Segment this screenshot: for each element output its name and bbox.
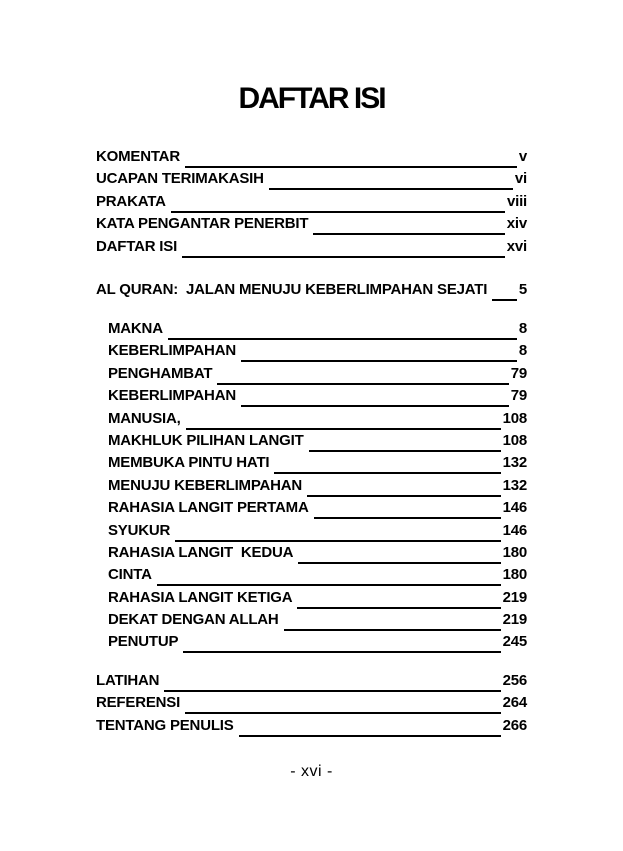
toc-chapter-heading [96, 279, 527, 301]
entry-page-number: 264 [502, 694, 527, 712]
toc-entry [96, 236, 527, 258]
entry-label: PENGHAMBAT [108, 364, 213, 382]
leader-line [185, 146, 517, 168]
entry-page-number: 219 [502, 611, 527, 629]
toc-entry [96, 692, 527, 714]
entry-label: AL QURAN: JALAN MENUJU KEBERLIMPAHAN SEJATI [96, 281, 488, 298]
entry-page-number: 79 [510, 387, 527, 405]
toc-entry [96, 715, 527, 737]
toc-entry [96, 279, 527, 301]
entry-page-number: 219 [502, 588, 527, 606]
entry-page-number: 79 [510, 364, 527, 382]
toc-front-matter [96, 146, 527, 258]
toc-entry [108, 318, 527, 340]
entry-label: MEMBUKA PINTU HATI [108, 454, 270, 472]
toc-entry [96, 146, 527, 168]
toc-back-matter [96, 670, 527, 737]
leader-line [217, 363, 508, 385]
entry-page-number: 146 [502, 521, 527, 539]
entry-page-number: 256 [502, 672, 527, 689]
toc-entry [108, 497, 527, 519]
entry-label: REFERENSI [96, 694, 181, 712]
entry-label: MAKNA [108, 320, 163, 337]
entry-page-number: vi [514, 170, 527, 188]
leader-line [157, 564, 501, 586]
leader-line [298, 542, 500, 564]
toc-entry [108, 564, 527, 586]
entry-label: DAFTAR ISI [96, 237, 178, 255]
toc-entry [96, 191, 527, 213]
entry-page-number: 5 [518, 281, 527, 298]
toc-entry [108, 542, 527, 564]
toc-entry [108, 631, 527, 653]
entry-page-number: xvi [506, 237, 527, 255]
leader-line [186, 408, 501, 430]
toc-entry [108, 587, 527, 609]
entry-page-number: viii [506, 192, 527, 210]
entry-page-number: 108 [502, 409, 527, 427]
entry-label: RAHASIA LANGIT KEDUA [108, 543, 294, 561]
toc-entry [108, 475, 527, 497]
toc-entry [108, 430, 527, 452]
leader-line [183, 631, 500, 653]
entry-label: SYUKUR [108, 521, 171, 539]
entry-label: TENTANG PENULIS [96, 716, 234, 734]
toc-entry [108, 452, 527, 474]
entry-label: KATA PENGANTAR PENERBIT [96, 215, 309, 233]
entry-label: KEBERLIMPAHAN [108, 387, 236, 405]
toc-entry [108, 385, 527, 407]
leader-line [171, 191, 505, 213]
entry-label: MANUSIA, [108, 409, 181, 427]
entry-label: UCAPAN TERIMAKASIH [96, 170, 264, 188]
leader-line [185, 692, 501, 714]
entry-page-number: 132 [502, 476, 527, 494]
entry-label: DEKAT DENGAN ALLAH [108, 611, 279, 629]
entry-page-number: xiv [506, 215, 527, 233]
entry-page-number: 132 [502, 454, 527, 472]
leader-line [274, 452, 500, 474]
entry-page-number: 266 [502, 716, 527, 734]
leader-line [309, 430, 501, 452]
toc-entry [108, 363, 527, 385]
leader-line [313, 213, 504, 235]
leader-line [284, 609, 501, 631]
leader-line [241, 385, 509, 407]
toc-sub-entries [108, 318, 527, 654]
entry-page-number: 8 [518, 320, 527, 337]
page-footer-folio: - xvi - [290, 763, 333, 780]
entry-label: PRAKATA [96, 192, 166, 210]
entry-page-number: 245 [502, 633, 527, 651]
entry-page-number: 108 [502, 431, 527, 449]
toc-entry [108, 520, 527, 542]
entry-label: RAHASIA LANGIT KETIGA [108, 588, 293, 606]
leader-line [492, 279, 517, 301]
leader-line [297, 587, 500, 609]
toc-entry [108, 609, 527, 631]
toc-entry [108, 408, 527, 430]
leader-line [164, 670, 500, 692]
leader-line [175, 520, 500, 542]
entry-label: PENUTUP [108, 633, 179, 651]
leader-line [239, 715, 501, 737]
entry-label: KEBERLIMPAHAN [108, 342, 236, 360]
entry-label: LATIHAN [96, 672, 160, 689]
entry-page-number: 180 [502, 543, 527, 561]
leader-line [168, 318, 517, 340]
entry-label: MAKHLUK PILIHAN LANGIT [108, 431, 304, 449]
toc-entry [96, 213, 527, 235]
entry-label: RAHASIA LANGIT PERTAMA [108, 499, 309, 517]
toc-entry [96, 670, 527, 692]
leader-line [307, 475, 501, 497]
page-title: DAFTAR ISI [238, 82, 385, 116]
leader-line [269, 168, 513, 190]
toc-entry [108, 340, 527, 362]
entry-label: CINTA [108, 566, 152, 584]
leader-line [241, 340, 517, 362]
leader-line [182, 236, 505, 258]
entry-page-number: 8 [518, 342, 527, 360]
entry-label: MENUJU KEBERLIMPAHAN [108, 476, 303, 494]
entry-page-number: v [518, 148, 527, 165]
leader-line [314, 497, 501, 519]
entry-page-number: 146 [502, 499, 527, 517]
entry-label: KOMENTAR [96, 148, 180, 165]
toc-entry [96, 168, 527, 190]
entry-page-number: 180 [502, 566, 527, 584]
